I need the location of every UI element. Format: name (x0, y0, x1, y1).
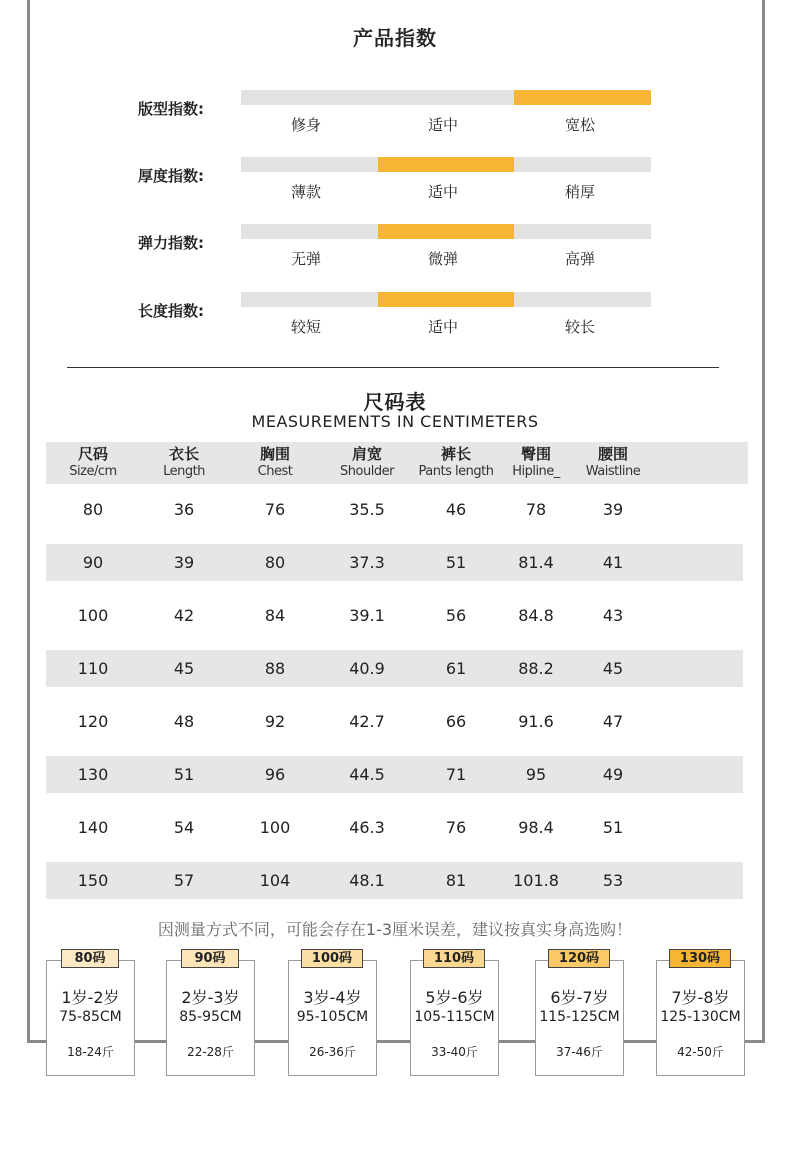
size-card-height: 95-105CM (296, 1009, 369, 1025)
table-cell: 140 (77, 818, 109, 837)
table-cell: 81 (445, 871, 467, 890)
column-header-en: Hipline_ (512, 464, 560, 479)
column-header (43, 446, 143, 481)
index-bar-segment (378, 90, 515, 105)
column-header-zh: 臀围 (520, 445, 551, 463)
index-row (0, 90, 790, 150)
table-cell: 81.4 (518, 553, 554, 572)
product-index-title: 产品指数 (353, 26, 437, 50)
size-card-age: 7岁-8岁 (671, 988, 730, 1007)
column-header-en: Length (163, 464, 205, 479)
size-card (166, 960, 255, 1076)
table-cell: 51 (602, 818, 624, 837)
table-cell: 92 (264, 712, 286, 731)
column-header-zh: 腰围 (597, 445, 628, 463)
size-card (410, 960, 499, 1076)
table-cell: 76 (445, 818, 467, 837)
column-header-en: Waistline (585, 464, 641, 479)
size-card-badge: 120码 (548, 949, 610, 968)
size-chart-subtitle: MEASUREMENTS IN CENTIMETERS (251, 412, 539, 431)
table-cell: 150 (77, 871, 109, 890)
size-card-height: 115-125CM (539, 1009, 620, 1025)
table-cell: 80 (264, 553, 286, 572)
column-header (563, 446, 663, 481)
table-cell: 46.3 (349, 818, 385, 837)
index-row (0, 292, 790, 352)
index-bar (241, 292, 651, 307)
table-cell: 95 (525, 765, 547, 784)
index-option: 较短 (290, 318, 321, 336)
size-card-weight: 42-50斤 (677, 1045, 724, 1059)
table-cell: 36 (173, 500, 195, 519)
size-card-badge: 80码 (61, 949, 119, 968)
column-header-zh: 裤长 (440, 445, 471, 463)
size-card-badge: 130码 (669, 949, 731, 968)
table-cell: 37.3 (349, 553, 385, 572)
index-bar-active-segment (378, 157, 515, 172)
size-card-weight: 18-24斤 (67, 1045, 114, 1059)
table-row (46, 544, 743, 581)
table-cell: 40.9 (349, 659, 385, 678)
size-card-age: 2岁-3岁 (181, 988, 240, 1007)
frame-bottom-line (27, 1040, 765, 1043)
size-card-badge: 90码 (181, 949, 239, 968)
table-cell: 42 (173, 606, 195, 625)
table-cell: 96 (264, 765, 286, 784)
index-bar (241, 157, 651, 172)
table-cell: 110 (77, 659, 109, 678)
index-option: 高弹 (564, 250, 595, 268)
size-card-badge: 100码 (301, 949, 363, 968)
table-cell: 39 (173, 553, 195, 572)
table-cell: 80 (82, 500, 104, 519)
table-row (46, 703, 743, 740)
index-option: 适中 (427, 116, 458, 134)
index-row (0, 224, 790, 284)
column-header (134, 446, 234, 481)
table-row (46, 597, 743, 634)
table-cell: 45 (173, 659, 195, 678)
index-bar (241, 224, 651, 239)
table-cell: 39.1 (349, 606, 385, 625)
table-cell: 120 (77, 712, 109, 731)
index-row (0, 157, 790, 217)
size-card (288, 960, 377, 1076)
column-header-zh: 胸围 (259, 445, 290, 463)
index-bar-segment (241, 224, 378, 239)
size-card-age: 5岁-6岁 (425, 988, 484, 1007)
size-card-height: 105-115CM (414, 1009, 495, 1025)
table-cell: 43 (602, 606, 624, 625)
table-cell: 54 (173, 818, 195, 837)
size-card-height: 75-85CM (59, 1009, 122, 1025)
index-bar-segment (241, 157, 378, 172)
table-cell: 47 (602, 712, 624, 731)
index-bar-segment (241, 90, 378, 105)
index-bar-active-segment (514, 90, 651, 105)
column-header-en: Chest (257, 464, 293, 479)
index-label: 长度指数: (138, 302, 204, 320)
table-cell: 46 (445, 500, 467, 519)
column-header-zh: 衣长 (168, 445, 199, 463)
table-cell: 76 (264, 500, 286, 519)
index-option: 较长 (564, 318, 595, 336)
table-cell: 84.8 (518, 606, 554, 625)
size-card-height: 125-130CM (660, 1009, 741, 1025)
column-header (225, 446, 325, 481)
column-header-en: Shoulder (340, 464, 394, 479)
index-label: 版型指数: (138, 100, 204, 118)
table-row (46, 491, 743, 528)
column-header-en: Pants length (418, 464, 494, 479)
size-card-age: 6岁-7岁 (550, 988, 609, 1007)
index-label: 厚度指数: (138, 167, 204, 185)
size-card-weight: 37-46斤 (556, 1045, 603, 1059)
table-cell: 98.4 (518, 818, 554, 837)
table-cell: 57 (173, 871, 195, 890)
size-card-weight: 33-40斤 (431, 1045, 478, 1059)
size-card-weight: 22-28斤 (187, 1045, 234, 1059)
index-option: 无弹 (290, 250, 321, 268)
index-label: 弹力指数: (138, 234, 204, 252)
table-cell: 44.5 (349, 765, 385, 784)
table-cell: 91.6 (518, 712, 554, 731)
index-bar-segment (514, 157, 651, 172)
column-header-zh: 尺码 (77, 445, 108, 463)
column-header-zh: 肩宽 (351, 445, 382, 463)
size-card (535, 960, 624, 1076)
table-cell: 56 (445, 606, 467, 625)
index-bar-segment (514, 224, 651, 239)
index-bar-active-segment (378, 224, 515, 239)
table-cell: 100 (77, 606, 109, 625)
section-divider (67, 367, 719, 368)
size-chart-title: 尺码表 (363, 390, 427, 414)
table-cell: 51 (173, 765, 195, 784)
table-row (46, 650, 743, 687)
index-option: 宽松 (564, 116, 595, 134)
table-row (46, 756, 743, 793)
size-card-height: 85-95CM (179, 1009, 242, 1025)
table-cell: 84 (264, 606, 286, 625)
column-header-en: Size/cm (69, 464, 117, 479)
index-bar-segment (241, 292, 378, 307)
size-table-header (46, 442, 748, 484)
index-option: 薄款 (290, 183, 321, 201)
table-cell: 100 (259, 818, 291, 837)
size-card-age: 1岁-2岁 (61, 988, 120, 1007)
index-bar (241, 90, 651, 105)
size-card (46, 960, 135, 1076)
table-cell: 48 (173, 712, 195, 731)
index-bar-segment (514, 292, 651, 307)
table-row (46, 862, 743, 899)
table-cell: 78 (525, 500, 547, 519)
size-card-age: 3岁-4岁 (303, 988, 362, 1007)
size-card (656, 960, 745, 1076)
table-cell: 71 (445, 765, 467, 784)
table-cell: 42.7 (349, 712, 385, 731)
table-cell: 39 (602, 500, 624, 519)
index-option: 适中 (427, 183, 458, 201)
table-cell: 45 (602, 659, 624, 678)
index-option: 适中 (427, 318, 458, 336)
size-card-badge: 110码 (423, 949, 485, 968)
table-cell: 61 (445, 659, 467, 678)
table-cell: 49 (602, 765, 624, 784)
table-cell: 41 (602, 553, 624, 572)
index-option: 微弹 (427, 250, 458, 268)
table-cell: 53 (602, 871, 624, 890)
table-cell: 66 (445, 712, 467, 731)
table-cell: 90 (82, 553, 104, 572)
measurement-note: 因测量方式不同，可能会存在1-3厘米误差，建议按真实身高选购！ (157, 920, 633, 939)
index-bar-active-segment (378, 292, 515, 307)
table-cell: 104 (259, 871, 291, 890)
table-cell: 35.5 (349, 500, 385, 519)
table-cell: 88.2 (518, 659, 554, 678)
table-cell: 51 (445, 553, 467, 572)
table-cell: 88 (264, 659, 286, 678)
table-cell: 130 (77, 765, 109, 784)
index-option: 修身 (290, 116, 321, 134)
column-header (317, 446, 417, 481)
table-cell: 48.1 (349, 871, 385, 890)
table-row (46, 809, 743, 846)
index-option: 稍厚 (564, 183, 595, 201)
size-card-weight: 26-36斤 (309, 1045, 356, 1059)
table-cell: 101.8 (513, 871, 559, 890)
